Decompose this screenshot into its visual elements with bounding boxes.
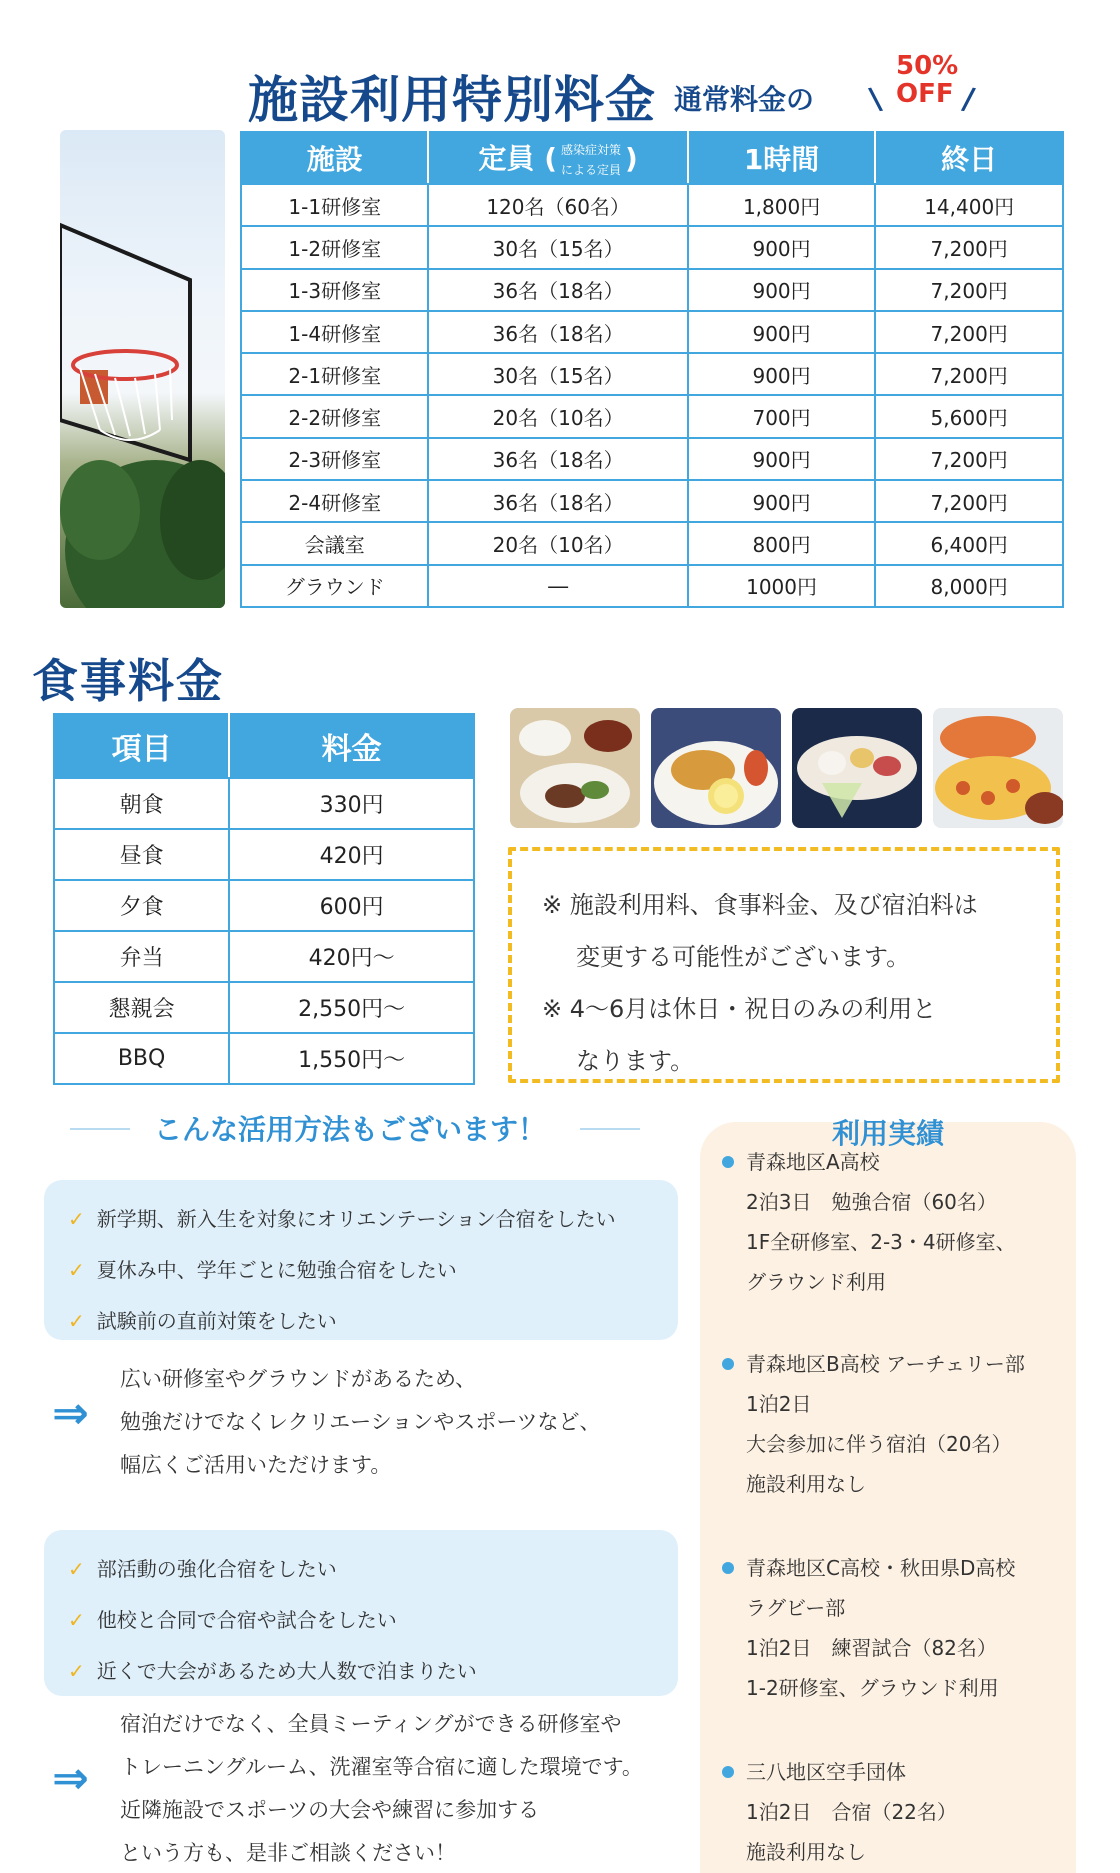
facility-name: 会議室: [241, 522, 428, 564]
list-item: [68, 1194, 678, 1245]
bullet-icon: [722, 1562, 734, 1574]
badge-percent: 50%: [896, 51, 959, 81]
usage-item-text: 近くで大会があるため大人数で泊まりたい: [96, 1659, 477, 1683]
result-line: 1泊2日: [746, 1392, 812, 1416]
usage-checklist-study: [44, 1180, 678, 1340]
badge-slash-left: \: [867, 81, 884, 118]
description-line: 広い研修室やグラウンドがあるため、: [120, 1367, 477, 1391]
discount-badge: [866, 51, 978, 118]
usage-results-panel: [700, 1117, 1076, 1873]
meal-item: 昼食: [54, 829, 229, 880]
result-line: ラグビー部: [746, 1596, 846, 1620]
description-line: トレーニングルーム、洗濯室等合宿に適した環境です。: [120, 1755, 643, 1779]
result-school: 青森地区B高校 アーチェリー部: [746, 1352, 1025, 1376]
bullet-icon: [722, 1766, 734, 1778]
list-item: [68, 1544, 678, 1595]
facility-name: 2-2研修室: [241, 395, 428, 437]
col-capacity: [428, 132, 687, 184]
result-line: [720, 1752, 957, 1792]
result-line: グラウンド利用: [746, 1270, 886, 1294]
facility-hour-fee: 700円: [688, 395, 876, 437]
result-line: 2泊3日 勉強合宿（60名）: [746, 1190, 997, 1214]
meal-price: 330円: [229, 778, 474, 829]
result-line: 1泊2日 合宿（22名）: [746, 1800, 957, 1824]
table-header-row: [54, 714, 474, 778]
check-icon: ✓: [68, 1258, 85, 1282]
description-text: [120, 1358, 600, 1487]
result-line: 1F全研修室、2-3・4研修室、: [746, 1230, 1016, 1254]
result-line: 1泊2日 練習試合（82名）: [746, 1636, 997, 1660]
meal-item: 朝食: [54, 778, 229, 829]
facility-day-fee: 7,200円: [875, 269, 1063, 311]
usage-item-text: 他校と合同で合宿や試合をしたい: [96, 1608, 397, 1632]
table-row: [54, 880, 474, 931]
list-item: [68, 1245, 678, 1296]
table-row: [241, 522, 1063, 564]
facility-capacity: 36名（18名）: [428, 438, 687, 480]
facility-day-fee: 6,400円: [875, 522, 1063, 564]
double-arrow-icon: ⇒: [52, 1753, 89, 1804]
result-school: 青森地区A高校: [746, 1150, 880, 1174]
food-photo-dessert: [792, 708, 922, 828]
facility-name: 1-3研修室: [241, 269, 428, 311]
facility-capacity: 36名（18名）: [428, 480, 687, 522]
facility-day-fee: 7,200円: [875, 480, 1063, 522]
facility-hour-fee: 900円: [688, 269, 876, 311]
result-line: 1-2研修室、グラウンド利用: [746, 1676, 999, 1700]
facility-day-fee: 7,200円: [875, 438, 1063, 480]
page-title: 施設利用特別料金: [248, 71, 656, 129]
badge-slash-right: /: [960, 81, 977, 118]
meal-price: 600円: [229, 880, 474, 931]
badge-text: [896, 51, 959, 109]
meal-item: BBQ: [54, 1033, 229, 1084]
facility-day-fee: 14,400円: [875, 184, 1063, 226]
facility-day-fee: 7,200円: [875, 226, 1063, 268]
col-item: 項目: [54, 714, 229, 778]
result-line: [720, 1344, 1025, 1384]
table-row: [54, 931, 474, 982]
description-line: という方も、是非ご相談ください！: [120, 1841, 456, 1865]
capacity-note-1: 感染症対策: [561, 142, 622, 157]
bullet-icon: [722, 1358, 734, 1370]
facility-hour-fee: 900円: [688, 480, 876, 522]
capacity-note: [561, 140, 621, 180]
usage-item-text: 新学期、新入生を対象にオリエンテーション合宿をしたい: [96, 1207, 616, 1231]
notice-line: ※ 4～6月は休日・祝日のみの利用と: [542, 995, 937, 1023]
table-row: [241, 395, 1063, 437]
results-title: 利用実績: [831, 1117, 944, 1150]
check-icon: ✓: [68, 1557, 85, 1581]
meal-price: 1,550円～: [229, 1033, 474, 1084]
facility-day-fee: 7,200円: [875, 353, 1063, 395]
table-row: [241, 480, 1063, 522]
result-item: [720, 1142, 1016, 1302]
result-item: [720, 1752, 957, 1872]
table-row: [241, 226, 1063, 268]
result-line: 大会参加に伴う宿泊（20名）: [746, 1432, 1012, 1456]
meal-item: 夕食: [54, 880, 229, 931]
table-header-row: [241, 132, 1063, 184]
capacity-suffix: ): [625, 141, 638, 175]
table-row: [54, 1033, 474, 1084]
facility-name: 2-4研修室: [241, 480, 428, 522]
table-row: [241, 565, 1063, 607]
result-line: [720, 1548, 1015, 1588]
food-photo-breakfast: [510, 708, 640, 828]
facility-capacity: ―: [428, 565, 687, 607]
meal-item: 弁当: [54, 931, 229, 982]
table-row: [241, 311, 1063, 353]
table-row: [241, 353, 1063, 395]
meal-price: 420円～: [229, 931, 474, 982]
result-school: 三八地区空手団体: [746, 1760, 906, 1784]
check-icon: ✓: [68, 1309, 85, 1333]
table-row: [241, 184, 1063, 226]
facility-day-fee: 5,600円: [875, 395, 1063, 437]
notice-box: [508, 847, 1060, 1083]
facility-capacity: 30名（15名）: [428, 226, 687, 268]
usage-item-text: 夏休み中、学年ごとに勉強合宿をしたい: [96, 1258, 457, 1282]
facility-capacity: 120名（60名）: [428, 184, 687, 226]
description-line: 勉強だけでなくレクリエーションやスポーツなど、: [120, 1410, 601, 1434]
facility-name: 2-3研修室: [241, 438, 428, 480]
table-row: [54, 829, 474, 880]
facility-name: グラウンド: [241, 565, 428, 607]
result-item: [720, 1344, 1025, 1504]
list-item: [68, 1595, 678, 1646]
facility-hour-fee: 1000円: [688, 565, 876, 607]
check-icon: ✓: [68, 1608, 85, 1632]
usage-section-title: こんな活用方法もございます！: [60, 1108, 640, 1148]
facility-capacity: 30名（15名）: [428, 353, 687, 395]
food-photo-fried-fish: [651, 708, 781, 828]
result-line: [720, 1142, 1016, 1182]
facility-hour-fee: 900円: [688, 311, 876, 353]
badge-off: OFF: [896, 79, 954, 109]
meal-price: 2,550円～: [229, 982, 474, 1033]
facility-hour-fee: 900円: [688, 353, 876, 395]
facility-capacity: 36名（18名）: [428, 269, 687, 311]
check-icon: ✓: [68, 1207, 85, 1231]
facility-name: 2-1研修室: [241, 353, 428, 395]
facility-hour-fee: 800円: [688, 522, 876, 564]
facility-hour-fee: 1,800円: [688, 184, 876, 226]
meal-price: 420円: [229, 829, 474, 880]
result-line: 施設利用なし: [746, 1840, 866, 1864]
facility-capacity: 20名（10名）: [428, 522, 687, 564]
usage-checklist-club: [44, 1530, 678, 1696]
description-line: 幅広くご活用いただけます。: [120, 1453, 392, 1477]
notice-line: なります。: [576, 1047, 695, 1075]
meal-fee-table: [53, 713, 475, 1085]
facility-capacity: 36名（18名）: [428, 311, 687, 353]
facility-hour-fee: 900円: [688, 226, 876, 268]
facility-hour-fee: 900円: [688, 438, 876, 480]
list-item: [68, 1646, 678, 1697]
facility-day-fee: 8,000円: [875, 565, 1063, 607]
usage-item-text: 試験前の直前対策をしたい: [96, 1309, 337, 1333]
basketball-hoop-photo: [60, 130, 225, 608]
description-line: 宿泊だけでなく、全員ミーティングができる研修室や: [120, 1712, 622, 1736]
meal-section-title: 食事料金: [32, 654, 224, 708]
table-row: [54, 982, 474, 1033]
facility-name: 1-4研修室: [241, 311, 428, 353]
col-day: 終日: [875, 132, 1063, 184]
double-arrow-icon: ⇒: [52, 1388, 89, 1439]
facility-day-fee: 7,200円: [875, 311, 1063, 353]
description-text: [120, 1703, 643, 1873]
facility-fee-table: [240, 131, 1064, 608]
col-hour: 1時間: [688, 132, 876, 184]
col-price: 料金: [229, 714, 474, 778]
result-school: 青森地区C高校・秋田県D高校: [746, 1556, 1016, 1580]
capacity-prefix: 定員 (: [478, 141, 557, 175]
food-photo-party: [933, 708, 1063, 828]
result-item: [720, 1548, 1015, 1708]
table-row: [241, 438, 1063, 480]
table-row: [241, 269, 1063, 311]
notice-line: 変更する可能性がございます。: [576, 943, 911, 971]
result-line: 施設利用なし: [746, 1472, 866, 1496]
page-subtitle: 通常料金の: [674, 83, 815, 116]
notice-line: ※ 施設利用料、食事料金、及び宿泊料は: [542, 891, 978, 919]
bullet-icon: [722, 1156, 734, 1168]
capacity-note-2: による定員: [561, 162, 622, 177]
list-item: [68, 1296, 678, 1347]
table-row: [54, 778, 474, 829]
description-line: 近隣施設でスポーツの大会や練習に参加する: [120, 1798, 540, 1822]
usage-item-text: 部活動の強化合宿をしたい: [96, 1557, 337, 1581]
check-icon: ✓: [68, 1659, 85, 1683]
facility-name: 1-1研修室: [241, 184, 428, 226]
col-facility: 施設: [241, 132, 428, 184]
facility-capacity: 20名（10名）: [428, 395, 687, 437]
facility-name: 1-2研修室: [241, 226, 428, 268]
meal-item: 懇親会: [54, 982, 229, 1033]
